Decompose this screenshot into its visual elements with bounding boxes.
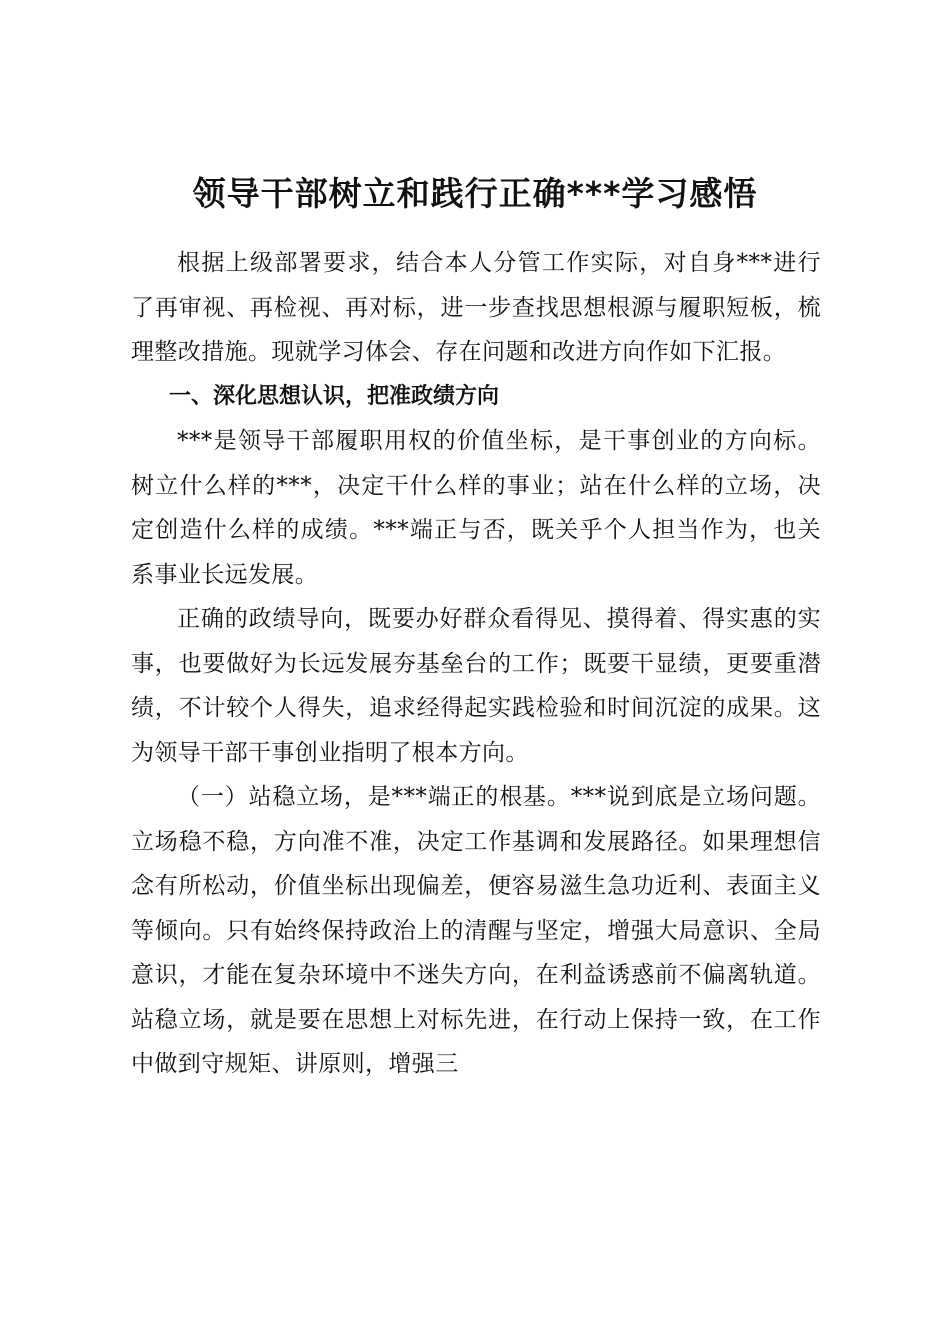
intro-paragraph: 根据上级部署要求，结合本人分管工作实际，对自身***进行了再审视、再检视、再对标，进一步查找思想根源与履职短板，梳理整改措施。现就学习体会、存在问题和改进方向作如下汇报。 [131, 250, 821, 365]
document-title: 领导干部树立和践行正确***学习感悟 [192, 174, 758, 213]
section-1-subsection-1-paragraph: （一）站稳立场，是***端正的根基。***说到底是立场问题。立场稳不稳，方向准不准，决定工作基调和发展路径。如果理想信念有所松动，价值坐标出现偏差，便容易滋生急功近利、表面主义等倾向。只有始终保持政治上的清醒与坚定，增强大局意识、全局意识，才能在复杂环境中不迷失方向，在利益诱惑前不偏离轨道。站稳立场，就是要在思想上对标先进，在行动上保持一致，在工作中做到守规矩、讲原则，增强三 [131, 784, 821, 1077]
section-heading-1: 一、深化思想认识，把准政绩方向 [169, 383, 500, 409]
section-1-paragraph-1: ***是领导干部履职用权的价值坐标，是干事创业的方向标。树立什么样的***，决定干什么样的事业；站在什么样的立场，决定创造什么样的成绩。***端正与否，既关乎个人担当作为，也关系事业长远发展。 [131, 428, 821, 588]
section-1-paragraph-2: 正确的政绩导向，既要办好群众看得见、摸得着、得实惠的实事，也要做好为长远发展夯基垒台的工作；既要干显绩，更要重潜绩，不计较个人得失，追求经得起实践检验和时间沉淀的成果。这为领导干部干事创业指明了根本方向。 [131, 606, 821, 766]
document-body [131, 241, 821, 1087]
